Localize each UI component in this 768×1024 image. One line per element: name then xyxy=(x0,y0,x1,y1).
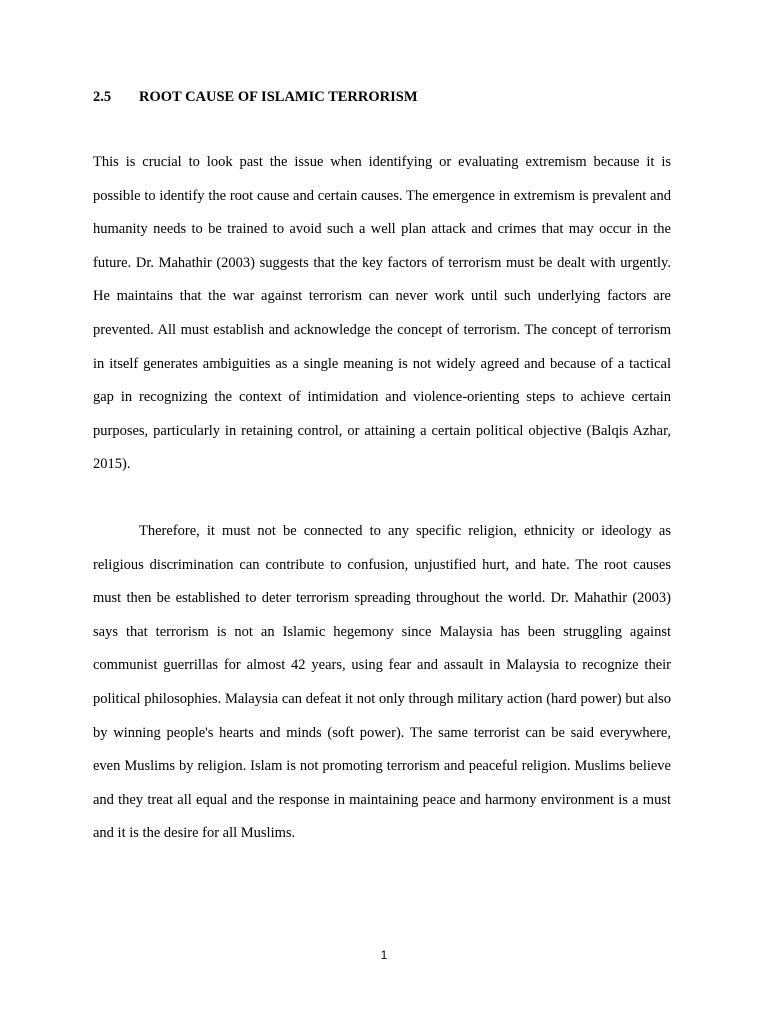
page-number: 1 xyxy=(380,948,388,962)
section-number: 2.5 xyxy=(93,89,112,105)
body-paragraph-1: This is crucial to look past the issue when identifying or evaluating extremism because it is possible to identify the root cause and certain causes. The emergence in extremism is prevalent and humanity needs to be trained to avoid such a well plan attack and crimes that may occur in the future. Dr. Mahathir (2003) suggests that the key factors of terrorism must be dealt with urgently. He maintains that the war against terrorism can never work until such underlying factors are prevented. All must establish and acknowledge the concept of terrorism. The concept of terrorism in itself generates ambiguities as a single meaning is not widely agreed and because of a tactical gap in recognizing the context of intimidation and violence-orienting steps to achieve certain purposes, particularly in retaining control, or attaining a certain political objective (Balqis Azhar, 2015). xyxy=(93,154,671,473)
section-heading xyxy=(93,87,418,107)
section-title: ROOT CAUSE OF ISLAMIC TERRORISM xyxy=(139,89,418,105)
body-paragraph-2: Therefore, it must not be connected to any specific religion, ethnicity or ideology as religious discrimination can contribute to confusion, unjustified hurt, and hate. The root causes must then be established to deter terrorism spreading throughout the world. Dr. Mahathir (2003) says that terrorism is not an Islamic hegemony since Malaysia has been struggling against communist guerrillas for almost 42 years, using fear and assault in Malaysia to recognize their political philosophies. Malaysia can defeat it not only through military action (hard power) but also by winning people's hearts and minds (soft power). The same terrorist can be said everywhere, even Muslims by religion. Islam is not promoting terrorism and peaceful religion. Muslims believe and they treat all equal and the response in maintaining peace and harmony environment is a must and it is the desire for all Muslims. xyxy=(93,523,671,842)
